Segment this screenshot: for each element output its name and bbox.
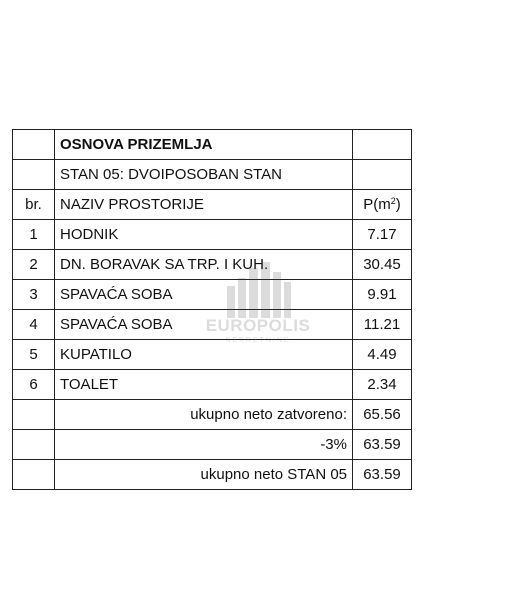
total-label: ukupno neto zatvoreno: — [55, 400, 353, 430]
room-area-table — [12, 129, 412, 490]
table-row — [13, 250, 412, 280]
table-row — [13, 340, 412, 370]
header-area: $P(m^2)$ — [353, 190, 412, 220]
room-name: HODNIK — [55, 220, 353, 250]
total-label: ukupno neto STAN 05 — [55, 460, 353, 490]
room-number: 4 — [13, 310, 55, 340]
table-row — [13, 220, 412, 250]
total-value: 63.59 — [353, 430, 412, 460]
room-area: 7.17 — [353, 220, 412, 250]
room-area: 9.91 — [353, 280, 412, 310]
watermark-subtitle: NEKRETNINE — [225, 337, 291, 344]
header-room-name: NAZIV PROSTORIJE — [55, 190, 353, 220]
total-row — [13, 430, 412, 460]
total-row — [13, 460, 412, 490]
header-number: br. — [13, 190, 55, 220]
table-header-row — [13, 190, 412, 220]
room-area: 30.45 — [353, 250, 412, 280]
table-subtitle-row — [13, 160, 412, 190]
room-name: KUPATILO — [55, 340, 353, 370]
room-number: 2 — [13, 250, 55, 280]
room-name: TOALET — [55, 370, 353, 400]
room-name: SPAVAĆA SOBA — [55, 310, 353, 340]
apartment-name: STAN 05: DVOIPOSOBAN STAN — [55, 160, 353, 190]
table-title: OSNOVA PRIZEMLJA — [55, 130, 353, 160]
room-name: DN. BORAVAK SA TRP. I KUH. — [55, 250, 353, 280]
watermark-name: EUROPOLIS — [205, 316, 311, 335]
room-number: 3 — [13, 280, 55, 310]
total-label: -3% — [55, 430, 353, 460]
table-title-row — [13, 130, 412, 160]
table-row — [13, 370, 412, 400]
room-number: 5 — [13, 340, 55, 370]
total-value: 65.56 — [353, 400, 412, 430]
table-row — [13, 280, 412, 310]
room-area: 11.21 — [353, 310, 412, 340]
room-number: 1 — [13, 220, 55, 250]
total-row — [13, 400, 412, 430]
table-row — [13, 310, 412, 340]
room-number: 6 — [13, 370, 55, 400]
room-area: 4.49 — [353, 340, 412, 370]
room-name: SPAVAĆA SOBA — [55, 280, 353, 310]
room-area: 2.34 — [353, 370, 412, 400]
total-value: 63.59 — [353, 460, 412, 490]
